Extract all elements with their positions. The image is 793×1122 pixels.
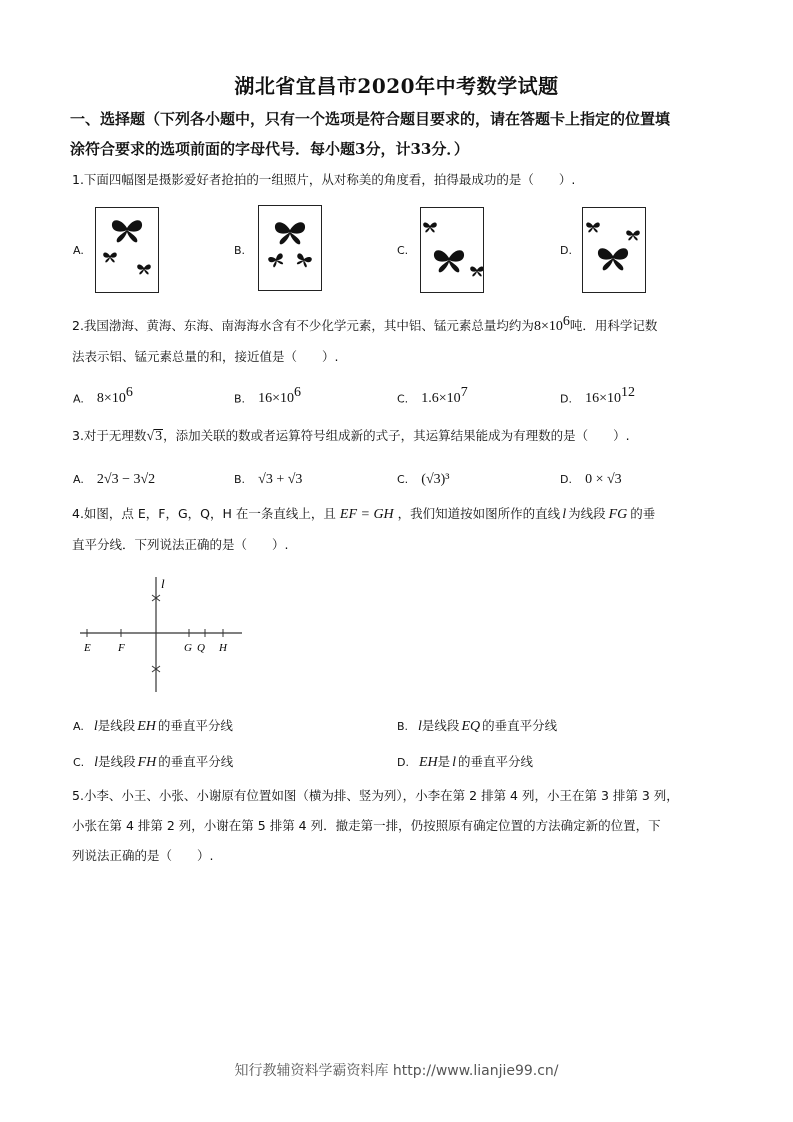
q3-option-b-label: B. <box>234 473 246 486</box>
q4-geometry-figure <box>75 572 250 697</box>
figure-label-f: F <box>118 642 125 654</box>
butterfly-icon <box>583 208 645 292</box>
q4-option-b-label: B. <box>397 720 409 733</box>
q4-equation: EF = GH <box>339 507 394 522</box>
footer-watermark: 知行教辅资料学霸资料库 http://www.lianjie99.cn/ <box>234 1063 559 1079</box>
q3-option-a-label: A. <box>73 473 84 486</box>
q4-segment-fg: FG <box>608 507 628 522</box>
section-header-line2: 涂符合要求的选项前面的字母代号．每小题3分，计33分．） <box>70 140 469 158</box>
q2-option-a <box>73 385 133 407</box>
question-3-text <box>72 426 630 447</box>
q4-text-part-d: 的垂 <box>630 506 656 521</box>
q3-option-d <box>560 468 622 488</box>
figure-label-h: H <box>219 642 227 654</box>
q2-exponent: 6 <box>562 314 570 329</box>
question-5-line1: 5.小李、小王、小张、小谢原有位置如图（横为排、竖为列），小李在第 2 排第 4 列，小王在第 3 排第 3 列， <box>72 788 679 803</box>
q2-option-b-base: 16×10 <box>258 391 295 407</box>
q2-text-part-a: 2.我国渤海、黄海、东海、南海海水含有不少化学元素，其中铝、锰元素总量均约为 <box>72 318 534 334</box>
butterfly-icon <box>421 208 483 292</box>
q4-option-a-label: A. <box>73 720 84 733</box>
q3-option-d-expr: 0 × √3 <box>585 472 622 487</box>
q2-option-b-exp: 6 <box>294 385 302 400</box>
q3-option-a-expr: 2√3 − 3√2 <box>96 472 156 487</box>
q4-text-part-a: 4.如图，点 E，F，G，Q，H 在一条直线上，且 <box>72 506 336 521</box>
q4-text-part-c: 为线段 <box>568 506 606 521</box>
section-header-line1: 一、选择题（下列各小题中，只有一个选项是符合题目要求的，请在答题卡上指定的位置填 <box>70 110 671 128</box>
question-4-text <box>72 504 655 525</box>
question-5-line3: 列说法正确的是（ ）. <box>72 848 214 863</box>
q4-option-d-label: D. <box>397 756 409 769</box>
q4-option-d-l: l <box>452 755 457 770</box>
q4-option-d-mid: 是 <box>437 754 451 769</box>
figure-label-q: Q <box>197 642 205 654</box>
q2-option-a-label: A. <box>73 392 84 406</box>
q3-option-b <box>234 468 302 488</box>
question-2-text <box>72 312 657 337</box>
q2-option-c <box>397 385 468 407</box>
q4-option-a <box>73 716 233 737</box>
q2-option-d-base: 16×10 <box>585 391 621 407</box>
q2-option-c-exp: 7 <box>460 385 468 400</box>
q2-option-b <box>234 385 301 407</box>
q4-option-b-end: 的垂直平分线 <box>482 718 558 733</box>
q4-option-a-mid: 是线段 <box>97 718 136 733</box>
q2-option-d <box>560 385 635 407</box>
figure-label-e: E <box>84 642 91 654</box>
q4-option-a-l: l <box>93 719 98 734</box>
figure-label-l: l <box>161 576 165 591</box>
q4-option-d-end: 的垂直平分线 <box>458 754 534 769</box>
question-5-line2: 小张在第 4 排第 2 列，小谢在第 5 排第 4 列．撤走第一排，仍按照原有确定位置的方法确定新的位置，下 <box>72 818 661 833</box>
q3-option-b-expr: √3 + √3 <box>258 472 303 487</box>
question-4-text-line2: 直平分线．下列说法正确的是（ ）. <box>72 537 289 552</box>
q2-option-d-exp: 12 <box>620 385 635 400</box>
q3-option-c <box>397 468 450 488</box>
q4-text-part-b: ，我们知道按如图所作的直线 <box>397 506 561 521</box>
q4-option-c-mid: 是线段 <box>98 754 136 769</box>
q2-option-d-label: D. <box>560 392 572 406</box>
q2-option-a-base: 8×10 <box>96 391 126 407</box>
q4-option-d-seg: EH <box>418 755 438 770</box>
question-1-text: 1.下面四幅图是摄影爱好者抢拍的一组照片，从对称美的角度看，拍得最成功的是（ ）. <box>72 172 576 187</box>
page-title: 湖北省宜昌市2020年中考数学试题 <box>234 74 559 98</box>
q4-option-c <box>73 752 233 773</box>
sqrt3-symbol: √3 <box>146 429 163 444</box>
q2-option-b-label: B. <box>234 392 246 406</box>
q1-option-c-label: C. <box>397 244 409 257</box>
q1-option-a-label: A. <box>73 244 84 257</box>
q3-option-c-expr: (√3)³ <box>421 472 450 487</box>
question-2-text-line2: 法表示铝、锰元素总量的和，接近值是（ ）. <box>72 349 339 364</box>
q4-option-c-label: C. <box>73 756 85 769</box>
q3-option-a <box>73 468 155 488</box>
q4-option-a-seg: EH <box>137 719 156 734</box>
q1-option-c-photo <box>420 207 484 293</box>
butterfly-icon <box>259 206 321 290</box>
q3-option-c-label: C. <box>397 473 409 486</box>
butterfly-icon <box>96 208 158 292</box>
q4-option-b <box>397 716 557 737</box>
q4-option-b-seg: EQ <box>461 719 481 734</box>
q2-value: 8×10 <box>533 319 563 335</box>
q4-option-c-l: l <box>94 755 99 770</box>
q2-option-c-label: C. <box>397 392 409 406</box>
q4-option-b-l: l <box>418 719 422 734</box>
q3-text-part-a: 3.对于无理数 <box>72 428 147 443</box>
q2-option-a-exp: 6 <box>125 385 133 400</box>
q4-option-d <box>397 752 533 773</box>
q2-text-part-b: 吨．用科学记数 <box>569 318 658 334</box>
q4-option-c-end: 的垂直平分线 <box>158 754 234 769</box>
q3-text-part-b: ，添加关联的数或者运算符号组成新的式子，其运算结果能成为有理数的是（ ）. <box>163 428 630 443</box>
figure-label-g: G <box>184 642 192 654</box>
q1-option-d-photo <box>582 207 646 293</box>
q1-option-b-photo <box>258 205 322 291</box>
q2-option-c-base: 1.6×10 <box>421 391 461 407</box>
q4-option-b-mid: 是线段 <box>421 718 460 733</box>
q4-option-c-seg: FH <box>137 755 157 770</box>
q1-option-a-photo <box>95 207 159 293</box>
q1-option-b-label: B. <box>234 244 246 257</box>
q4-line-l: l <box>562 507 567 522</box>
q1-option-d-label: D. <box>560 244 572 257</box>
q3-option-d-label: D. <box>560 473 572 486</box>
q4-option-a-end: 的垂直平分线 <box>157 718 233 733</box>
